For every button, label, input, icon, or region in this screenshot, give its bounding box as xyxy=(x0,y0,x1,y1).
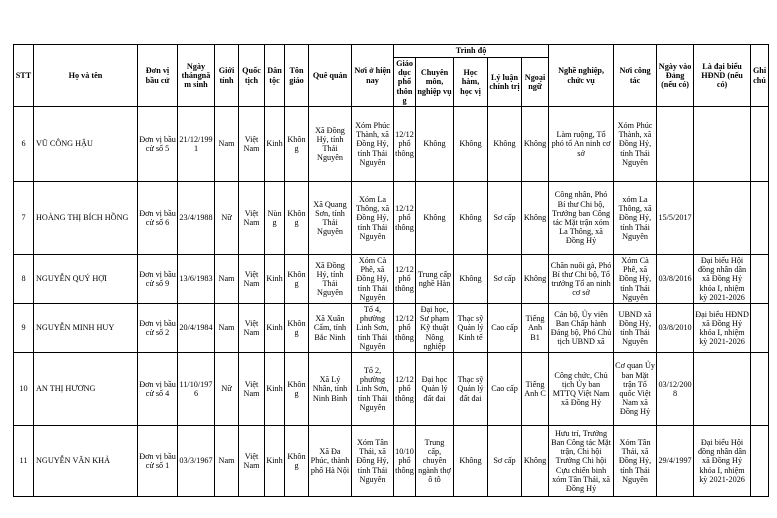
header-education-group: Trình độ xyxy=(394,45,549,58)
cell-religion: Không xyxy=(285,426,309,497)
cell-degree: Thạc sỹ Quản lý Kinh tế xyxy=(454,304,488,353)
cell-nationality: Việt Nam xyxy=(239,107,265,182)
cell-religion: Không xyxy=(285,107,309,182)
cell-stt: 6 xyxy=(14,107,34,182)
cell-general-edu: 10/10 phổ thông xyxy=(394,426,416,497)
cell-note xyxy=(751,353,769,426)
cell-degree: Không xyxy=(454,255,488,304)
cell-nationality: Việt Nam xyxy=(239,182,265,255)
cell-ethnicity: Kinh xyxy=(265,107,285,182)
cell-residence: Xóm Phúc Thành, xã Đồng Hỷ, tỉnh Thái Nguyên xyxy=(352,107,394,182)
cell-delegate xyxy=(694,107,751,182)
header-ethnicity: Dân tộc xyxy=(265,45,285,107)
cell-note xyxy=(751,426,769,497)
cell-dob: 21/12/1991 xyxy=(178,107,215,182)
cell-stt: 7 xyxy=(14,182,34,255)
table-row xyxy=(14,304,769,353)
cell-stt: 8 xyxy=(14,255,34,304)
cell-general-edu: 12/12 phổ thông xyxy=(394,304,416,353)
cell-professional: Đại học, Sư phạm Kỹ thuật Nông nghiệp xyxy=(416,304,454,353)
cell-stt: 9 xyxy=(14,304,34,353)
header-unit: Đơn vị bầu cử xyxy=(138,45,178,107)
cell-workplace: Xóm Phúc Thành, xã Đồng Hỷ, tỉnh Thái Nguyên xyxy=(614,107,657,182)
cell-professional: Không xyxy=(416,182,454,255)
header-party-date: Ngày vào Đảng (nếu có) xyxy=(657,45,694,107)
cell-language: Không xyxy=(522,426,549,497)
cell-hometown: Xã Đồng Hỷ, tỉnh Thái Nguyên xyxy=(309,107,352,182)
cell-delegate: Đại biểu Hội đồng nhân dân xã Đồng Hỷ khóa I, nhiệm kỳ 2021-2026 xyxy=(694,255,751,304)
cell-residence: Xóm Tân Thái, xã Đồng Hỷ, tỉnh Thái Nguyên xyxy=(352,426,394,497)
header-politics: Lý luận chính trị xyxy=(488,58,522,107)
cell-dob: 23/4/1988 xyxy=(178,182,215,255)
cell-unit: Đơn vị bầu cử số 6 xyxy=(138,182,178,255)
cell-delegate: Đại biểu HĐND xã Đồng Hỷ khóa I, nhiệm kỳ 2021-2026 xyxy=(694,304,751,353)
cell-name: AN THỊ HƯƠNG xyxy=(34,353,138,426)
cell-gender: Nam xyxy=(215,255,239,304)
cell-party-date: 29/4/1997 xyxy=(657,426,694,497)
cell-occupation: Công chức, Chủ tịch Ủy ban MTTQ Việt Nam xã Đồng Hỷ xyxy=(549,353,614,426)
cell-residence: Tổ 2, phường Linh Sơn, tỉnh Thái Nguyên xyxy=(352,353,394,426)
cell-ethnicity: Kinh xyxy=(265,255,285,304)
cell-ethnicity: Nùng xyxy=(265,182,285,255)
header-religion: Tôn giáo xyxy=(285,45,309,107)
cell-language: Không xyxy=(522,255,549,304)
cell-politics: Không xyxy=(488,107,522,182)
cell-residence: Tổ 4, phường Linh Sơn, tỉnh Thái Nguyên xyxy=(352,304,394,353)
cell-name: HOÀNG THỊ BÍCH HỒNG xyxy=(34,182,138,255)
cell-hometown: Xã Đa Phúc, thành phố Hà Nội xyxy=(309,426,352,497)
cell-name: VŨ CÔNG HẬU xyxy=(34,107,138,182)
cell-professional: Trung cấp nghề Hàn xyxy=(416,255,454,304)
cell-ethnicity: Kinh xyxy=(265,353,285,426)
cell-occupation: Cán bộ, Ủy viên Ban Chấp hành Đảng bộ, Phó Chủ tịch UBND xã xyxy=(549,304,614,353)
header-general-edu: Giáo dục phổ thông xyxy=(394,58,416,107)
cell-degree: Không xyxy=(454,426,488,497)
candidate-table xyxy=(13,44,769,497)
header-occupation: Nghề nghiệp, chức vụ xyxy=(549,45,614,107)
cell-general-edu: 12/12 phổ thông xyxy=(394,255,416,304)
header-delegate: Là đại biểu HĐND (nếu có) xyxy=(694,45,751,107)
cell-delegate xyxy=(694,353,751,426)
cell-nationality: Việt Nam xyxy=(239,255,265,304)
cell-religion: Không xyxy=(285,182,309,255)
cell-party-date: 03/12/2008 xyxy=(657,353,694,426)
cell-nationality: Việt Nam xyxy=(239,304,265,353)
cell-politics: Sơ cấp xyxy=(488,255,522,304)
cell-workplace: Xóm Cà Phê, xã Đồng Hỷ, tỉnh Thái Nguyên xyxy=(614,255,657,304)
cell-note xyxy=(751,107,769,182)
cell-unit: Đơn vị bầu cử số 2 xyxy=(138,304,178,353)
cell-workplace: UBND xã Đồng Hỷ, tỉnh Thái Nguyên xyxy=(614,304,657,353)
cell-degree: Không xyxy=(454,107,488,182)
candidate-table-wrapper xyxy=(13,44,768,497)
cell-note xyxy=(751,182,769,255)
cell-religion: Không xyxy=(285,255,309,304)
cell-religion: Không xyxy=(285,304,309,353)
cell-dob: 03/3/1967 xyxy=(178,426,215,497)
cell-degree: Thạc sỹ Quản lý đất đai xyxy=(454,353,488,426)
cell-dob: 11/10/1976 xyxy=(178,353,215,426)
cell-residence: Xóm La Thông, xã Đồng Hỷ, tỉnh Thái Nguyên xyxy=(352,182,394,255)
cell-language: Tiếng Anh B1 xyxy=(522,304,549,353)
cell-hometown: Xã Lý Nhân, tỉnh Ninh Bình xyxy=(309,353,352,426)
cell-degree: Không xyxy=(454,182,488,255)
cell-ethnicity: Kinh xyxy=(265,426,285,497)
cell-residence: Xóm Cà Phê, xã Đồng Hỷ, tỉnh Thái Nguyên xyxy=(352,255,394,304)
header-professional: Chuyên môn, nghiệp vụ xyxy=(416,58,454,107)
cell-language: Tiếng Anh C xyxy=(522,353,549,426)
cell-name: NGUYỄN QUÝ HỢI xyxy=(34,255,138,304)
cell-language: Không xyxy=(522,107,549,182)
cell-dob: 20/4/1984 xyxy=(178,304,215,353)
cell-name: NGUYỄN VĂN KHẢ xyxy=(34,426,138,497)
header-language: Ngoại ngữ xyxy=(522,58,549,107)
cell-hometown: Xã Xuân Cẩm, tỉnh Bắc Ninh xyxy=(309,304,352,353)
header-stt: STT xyxy=(14,45,34,107)
cell-occupation: Công nhân, Phó Bí thư Chi bộ, Trưởng ban Công tác Mặt trận xóm La Thông, xã Đồng Hỷ xyxy=(549,182,614,255)
cell-gender: Nam xyxy=(215,304,239,353)
cell-delegate: Đại biểu Hội đồng nhân dân xã Đồng Hỷ khóa I, nhiệm kỳ 2021-2026 xyxy=(694,426,751,497)
cell-politics: Cao cấp xyxy=(488,304,522,353)
header-nationality: Quốc tịch xyxy=(239,45,265,107)
cell-party-date xyxy=(657,107,694,182)
cell-nationality: Việt Nam xyxy=(239,353,265,426)
cell-politics: Cao cấp xyxy=(488,353,522,426)
cell-politics: Sơ cấp xyxy=(488,182,522,255)
header-workplace: Nơi công tác xyxy=(614,45,657,107)
table-row xyxy=(14,353,769,426)
cell-unit: Đơn vị bầu cử số 4 xyxy=(138,353,178,426)
cell-name: NGUYỄN MINH HUY xyxy=(34,304,138,353)
table-row xyxy=(14,426,769,497)
cell-workplace: Cơ quan Ủy ban Mặt trận Tổ quốc Việt Nam xã Đồng Hỷ xyxy=(614,353,657,426)
cell-ethnicity: Kinh xyxy=(265,304,285,353)
header-residence: Nơi ở hiện nay xyxy=(352,45,394,107)
cell-politics: Sơ cấp xyxy=(488,426,522,497)
cell-workplace: xóm La Thông, xã Đồng Hỷ, tỉnh Thái Nguyên xyxy=(614,182,657,255)
cell-party-date: 15/5/2017 xyxy=(657,182,694,255)
cell-party-date: 03/8/2016 xyxy=(657,255,694,304)
cell-unit: Đơn vị bầu cử số 9 xyxy=(138,255,178,304)
cell-occupation: Chăn nuôi gà, Phó Bí thư Chi bộ, Tổ trưởng Tổ an ninh cơ sở xyxy=(549,255,614,304)
header-dob: Ngày thángnăm sinh xyxy=(178,45,215,107)
cell-stt: 11 xyxy=(14,426,34,497)
header-name: Họ và tên xyxy=(34,45,138,107)
table-row xyxy=(14,107,769,182)
table-row xyxy=(14,182,769,255)
cell-note xyxy=(751,255,769,304)
cell-language: Không xyxy=(522,182,549,255)
cell-gender: Nam xyxy=(215,107,239,182)
cell-unit: Đơn vị bầu cử số 5 xyxy=(138,107,178,182)
cell-professional: Trung cấp, chuyên ngành thợ ô tô xyxy=(416,426,454,497)
cell-note xyxy=(751,304,769,353)
cell-workplace: Xóm Tân Thái, xã Đồng Hỷ, tỉnh Thái Nguyên xyxy=(614,426,657,497)
cell-hometown: Xã Đồng Hỷ, tỉnh Thái Nguyên xyxy=(309,255,352,304)
header-degree: Học hàm, học vị xyxy=(454,58,488,107)
cell-stt: 10 xyxy=(14,353,34,426)
header-hometown: Quê quán xyxy=(309,45,352,107)
cell-party-date: 03/8/2010 xyxy=(657,304,694,353)
cell-nationality: Việt Nam xyxy=(239,426,265,497)
cell-unit: Đơn vị bầu cử số 1 xyxy=(138,426,178,497)
cell-gender: Nữ xyxy=(215,182,239,255)
cell-gender: Nam xyxy=(215,426,239,497)
cell-occupation: Làm ruộng, Tổ phó tổ An ninh cơ sở xyxy=(549,107,614,182)
table-row xyxy=(14,255,769,304)
cell-general-edu: 12/12 phổ thông xyxy=(394,107,416,182)
cell-delegate xyxy=(694,182,751,255)
cell-general-edu: 12/12 phổ thông xyxy=(394,353,416,426)
cell-general-edu: 12/12 phổ thông xyxy=(394,182,416,255)
cell-occupation: Hưu trí, Trưởng Ban Công tác Mặt trận, Chi hội Trưởng Chi hội Cựu chiến binh xóm Tân Thái, xã Đồng Hỷ xyxy=(549,426,614,497)
cell-religion: Không xyxy=(285,353,309,426)
cell-dob: 13/6/1983 xyxy=(178,255,215,304)
cell-hometown: Xã Quang Sơn, tỉnh Thái Nguyên xyxy=(309,182,352,255)
header-note: Ghi chú xyxy=(751,45,769,107)
cell-professional: Không xyxy=(416,107,454,182)
header-gender: Giới tính xyxy=(215,45,239,107)
cell-professional: Đại học Quản lý đất đai xyxy=(416,353,454,426)
cell-gender: Nữ xyxy=(215,353,239,426)
